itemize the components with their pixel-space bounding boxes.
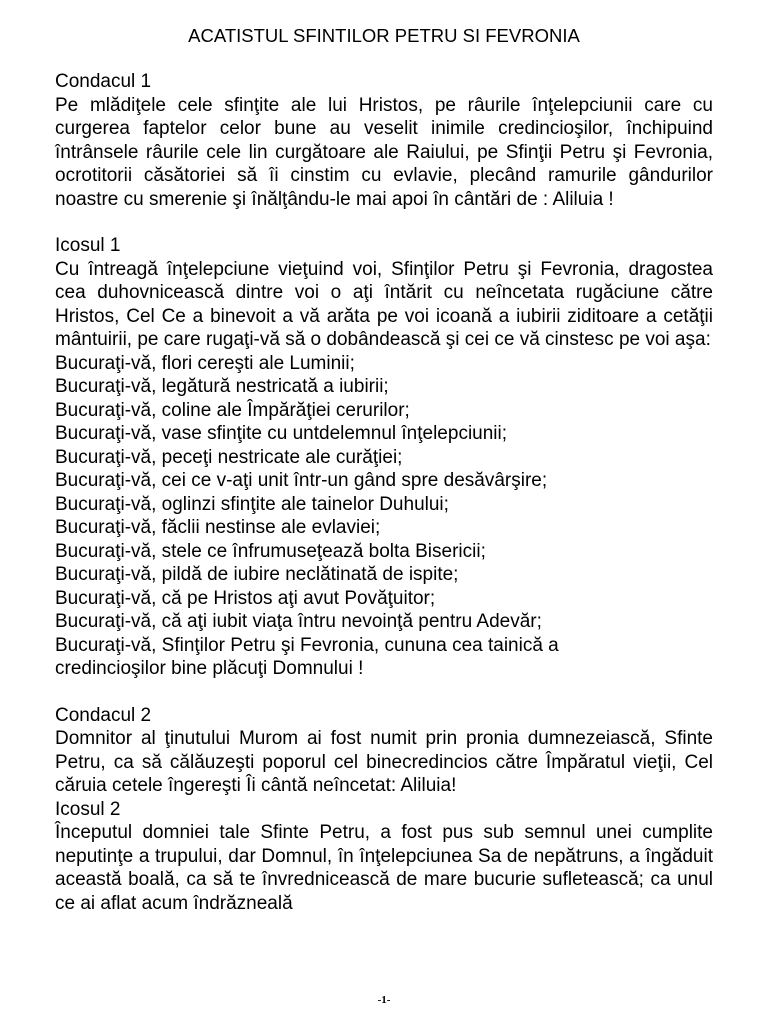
salutation-line: Bucuraţi-vă, cei ce v-aţi unit într-un gând spre desăvârşire;	[55, 470, 548, 491]
salutation-line: Bucuraţi-vă, că pe Hristos aţi avut Povăţuitor;	[55, 587, 436, 609]
page-number: -1-	[377, 994, 391, 1006]
document-page	[55, 24, 713, 915]
condacul-2-heading: Condacul 2	[55, 704, 152, 726]
icosul-1-section	[55, 234, 713, 681]
salutation-line: Bucuraţi-vă, pildă de iubire neclătinată de ispite;	[55, 564, 459, 585]
salutation-line: Bucuraţi-vă, stele ce înfrumuseţează bolta Bisericii;	[55, 540, 486, 562]
salutation-line-final-continued: credincioşilor bine plăcuţi Domnului !	[55, 658, 364, 679]
document-title: ACATISTUL SFINTILOR PETRU SI FEVRONIA	[188, 25, 580, 46]
icosul-2-section	[55, 798, 713, 916]
salutation-line: Bucuraţi-vă, oglinzi sfinţite ale tainelor Duhului;	[55, 493, 449, 515]
condacul-1-heading: Condacul 1	[55, 71, 152, 92]
salutation-line: Bucuraţi-vă, că aţi iubit viaţa întru nevoinţă pentru Adevăr;	[55, 611, 542, 632]
icosul-2-text: Începutul domniei tale Sfinte Petru, a fost pus sub semnul unei cumplite neputinţe a trupului, dar Domnul, în înţelepciunea Sa de nepătruns, a îngăduit această boală, ca să te învrednicească de mare bucurie sufletească; ca unul ce ai aflat acum îndrăzneală	[55, 822, 713, 914]
salutation-line: Bucuraţi-vă, făclii nestinse ale evlaviei;	[55, 517, 381, 538]
salutation-line: Bucuraţi-vă, legătură nestricată a iubirii;	[55, 376, 389, 397]
salutation-line: Bucuraţi-vă, vase sfinţite cu untdelemnul înţelepciunii;	[55, 423, 508, 444]
condacul-2-section	[55, 704, 713, 798]
condacul-1-text: Pe mlădiţele cele sfinţite ale lui Hristos, pe râurile înţelepciunii care cu curgerea faptelor celor bune au veselit inimile credincioşilor, închipuind întrânsele râurile cele lin curgătoare ale Raiului, pe Sfinţii Petru şi Fevronia, ocrotitorii căsătoriei să îi cinstim cu evlavie, plecând ramurile gândurilor noastre cu smerenie şi înălţându-le mai apoi în cântări de : Aliluia !	[55, 94, 713, 210]
condacul-1-section	[55, 70, 713, 211]
salutation-line: Bucuraţi-vă, coline ale Împărăţiei cerurilor;	[55, 399, 410, 421]
icosul-1-heading: Icosul 1	[55, 235, 121, 256]
icosul-1-text: Cu întreagă înţelepciune vieţuind voi, Sfinţilor Petru şi Fevronia, dragostea cea duhovnicească dintre voi o aţi întărit cu neîncetata rugăciune către Hristos, Cel Ce a binevoit a vă arăta pe voi icoană a iubirii ziditoare a cetăţii mântuirii, pe care rugaţi-vă să o dobândească şi cei ce vă cinstesc pe voi aşa:	[55, 258, 713, 350]
salutation-line: Bucuraţi-vă, peceţi nestricate ale curăţiei;	[55, 446, 403, 468]
salutation-line: Bucuraţi-vă, flori cereşti ale Luminii;	[55, 352, 355, 374]
icosul-2-heading: Icosul 2	[55, 798, 121, 820]
condacul-2-text: Domnitor al ţinutului Murom ai fost numit prin pronia dumnezeiască, Sfinte Petru, ca să călăuzeşti poporul cel binecredincios către Împăratul vieţii, Cel căruia cetele îngereşti Îi cântă neîncetat: Aliluia!	[55, 728, 713, 796]
salutation-line-final: Bucuraţi-vă, Sfinţilor Petru şi Fevronia, cununa cea tainică a	[55, 634, 559, 656]
